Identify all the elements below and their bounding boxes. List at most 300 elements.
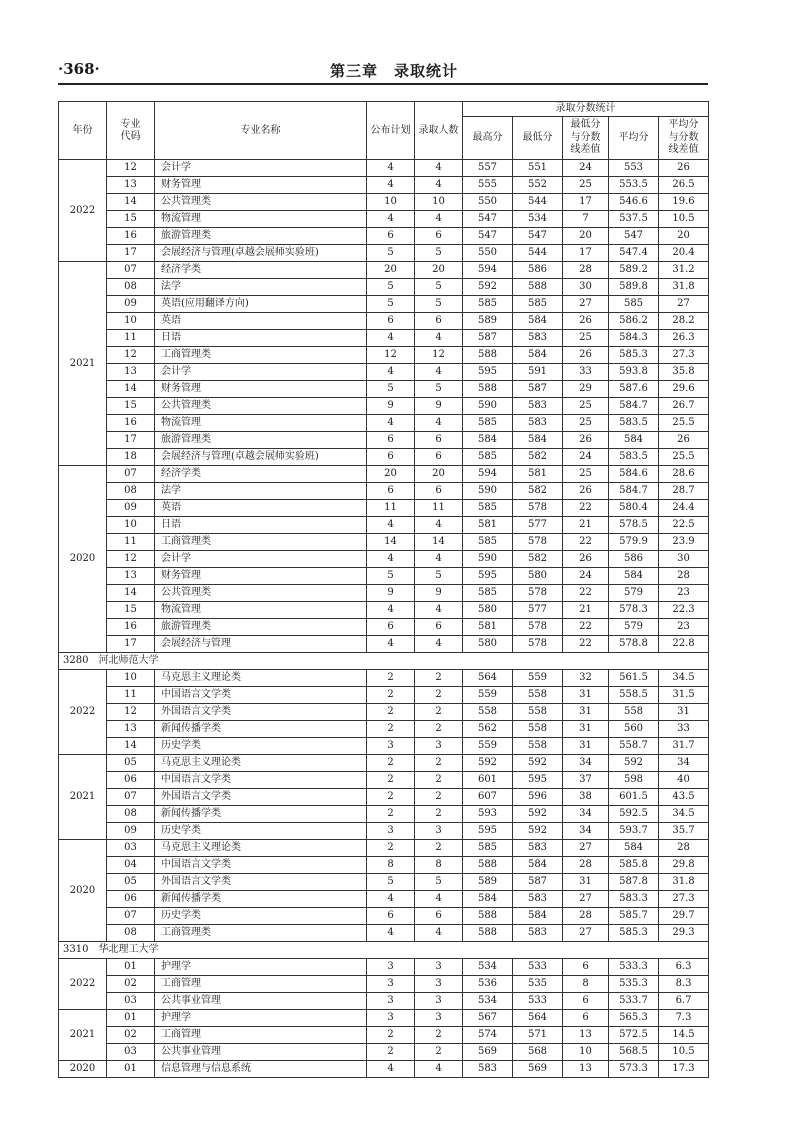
admitted-cell: 4 — [415, 636, 463, 653]
plan-cell: 4 — [367, 160, 415, 177]
admitted-cell: 4 — [415, 177, 463, 194]
major-name-cell: 日语 — [155, 517, 367, 534]
avg-diff-cell: 28 — [659, 840, 709, 857]
table-row — [59, 177, 709, 194]
min-cell: 582 — [513, 449, 563, 466]
avg-diff-cell: 26.5 — [659, 177, 709, 194]
avg-cell: 558 — [609, 704, 659, 721]
plan-cell: 8 — [367, 857, 415, 874]
admitted-cell: 2 — [415, 721, 463, 738]
max-cell: 559 — [463, 738, 513, 755]
major-name-cell: 马克思主义理论类 — [155, 755, 367, 772]
plan-cell: 6 — [367, 908, 415, 925]
major-name-cell: 公共事业管理 — [155, 993, 367, 1010]
table-row — [59, 534, 709, 551]
min-cell: 535 — [513, 976, 563, 993]
code-cell: 06 — [107, 891, 155, 908]
avg-cell: 583.5 — [609, 415, 659, 432]
max-cell: 595 — [463, 568, 513, 585]
table-row — [59, 721, 709, 738]
plan-cell: 2 — [367, 721, 415, 738]
code-cell: 14 — [107, 381, 155, 398]
avg-cell: 584.3 — [609, 330, 659, 347]
major-name-cell: 公共事业管理 — [155, 1044, 367, 1061]
avg-cell: 585.3 — [609, 347, 659, 364]
table-row — [59, 415, 709, 432]
table-row — [59, 347, 709, 364]
avg-diff-cell: 27 — [659, 296, 709, 313]
min-diff-cell: 22 — [563, 534, 609, 551]
max-cell: 581 — [463, 517, 513, 534]
table-row — [59, 1061, 709, 1078]
min-diff-cell: 25 — [563, 398, 609, 415]
plan-cell: 4 — [367, 415, 415, 432]
min-cell: 558 — [513, 721, 563, 738]
plan-cell: 3 — [367, 976, 415, 993]
min-diff-cell: 31 — [563, 738, 609, 755]
min-diff-cell: 13 — [563, 1061, 609, 1078]
major-name-cell: 中国语言文学类 — [155, 772, 367, 789]
min-diff-cell: 25 — [563, 177, 609, 194]
min-diff-cell: 24 — [563, 449, 609, 466]
min-cell: 552 — [513, 177, 563, 194]
min-cell: 558 — [513, 687, 563, 704]
avg-diff-cell: 23 — [659, 585, 709, 602]
major-name-cell: 会展经济与管理(卓越会展师实验班) — [155, 245, 367, 262]
min-cell: 559 — [513, 670, 563, 687]
plan-cell: 4 — [367, 211, 415, 228]
min-diff-cell: 27 — [563, 925, 609, 942]
avg-diff-cell: 31.2 — [659, 262, 709, 279]
code-cell: 18 — [107, 449, 155, 466]
min-diff-cell: 33 — [563, 364, 609, 381]
admitted-cell: 20 — [415, 466, 463, 483]
table-header — [59, 102, 709, 160]
table-row — [59, 211, 709, 228]
min-diff-cell: 22 — [563, 636, 609, 653]
avg-cell: 546.6 — [609, 194, 659, 211]
avg-cell: 601.5 — [609, 789, 659, 806]
table-row — [59, 959, 709, 976]
plan-cell: 20 — [367, 466, 415, 483]
max-cell: 536 — [463, 976, 513, 993]
min-cell: 578 — [513, 619, 563, 636]
table-row — [59, 993, 709, 1010]
plan-cell: 2 — [367, 670, 415, 687]
header-score-group: 录取分数统计 — [463, 102, 709, 117]
year-cell: 2021 — [59, 262, 107, 466]
max-cell: 592 — [463, 755, 513, 772]
min-cell: 568 — [513, 1044, 563, 1061]
year-cell: 2020 — [59, 840, 107, 942]
code-cell: 07 — [107, 908, 155, 925]
min-cell: 583 — [513, 891, 563, 908]
avg-diff-cell: 34 — [659, 755, 709, 772]
avg-cell: 584.7 — [609, 398, 659, 415]
min-diff-cell: 25 — [563, 330, 609, 347]
major-name-cell: 物流管理 — [155, 602, 367, 619]
min-cell: 580 — [513, 568, 563, 585]
avg-diff-cell: 26.7 — [659, 398, 709, 415]
plan-cell: 5 — [367, 279, 415, 296]
year-cell: 2021 — [59, 755, 107, 840]
page-number: ·368· — [58, 60, 100, 78]
max-cell: 559 — [463, 687, 513, 704]
min-cell: 592 — [513, 823, 563, 840]
plan-cell: 6 — [367, 228, 415, 245]
table-row — [59, 313, 709, 330]
avg-diff-cell: 7.3 — [659, 1010, 709, 1027]
min-cell: 583 — [513, 840, 563, 857]
table-body — [59, 160, 709, 1078]
table-row — [59, 857, 709, 874]
avg-diff-cell: 26 — [659, 160, 709, 177]
page-header — [58, 54, 708, 84]
code-cell: 12 — [107, 160, 155, 177]
max-cell: 581 — [463, 619, 513, 636]
code-cell: 11 — [107, 534, 155, 551]
plan-cell: 6 — [367, 313, 415, 330]
admitted-cell: 9 — [415, 585, 463, 602]
table-row — [59, 789, 709, 806]
table-row — [59, 245, 709, 262]
header-avg: 平均分 — [609, 117, 659, 160]
avg-diff-cell: 29.3 — [659, 925, 709, 942]
avg-diff-cell: 40 — [659, 772, 709, 789]
max-cell: 588 — [463, 381, 513, 398]
min-cell: 583 — [513, 330, 563, 347]
min-cell: 577 — [513, 517, 563, 534]
plan-cell: 3 — [367, 993, 415, 1010]
major-name-cell: 工商管理类 — [155, 925, 367, 942]
avg-diff-cell: 29.6 — [659, 381, 709, 398]
max-cell: 590 — [463, 483, 513, 500]
plan-cell: 9 — [367, 398, 415, 415]
max-cell: 557 — [463, 160, 513, 177]
min-diff-cell: 34 — [563, 806, 609, 823]
min-diff-cell: 30 — [563, 279, 609, 296]
max-cell: 592 — [463, 279, 513, 296]
admitted-cell: 3 — [415, 738, 463, 755]
admitted-cell: 6 — [415, 432, 463, 449]
avg-diff-cell: 25.5 — [659, 449, 709, 466]
code-cell: 11 — [107, 330, 155, 347]
avg-diff-cell: 35.8 — [659, 364, 709, 381]
min-diff-cell: 24 — [563, 568, 609, 585]
code-cell: 03 — [107, 1044, 155, 1061]
max-cell: 564 — [463, 670, 513, 687]
admitted-cell: 12 — [415, 347, 463, 364]
code-cell: 09 — [107, 500, 155, 517]
year-cell: 2021 — [59, 1010, 107, 1061]
avg-cell: 586 — [609, 551, 659, 568]
table-row — [59, 619, 709, 636]
table-row — [59, 738, 709, 755]
code-cell: 01 — [107, 959, 155, 976]
admitted-cell: 4 — [415, 891, 463, 908]
code-cell: 02 — [107, 1027, 155, 1044]
min-diff-cell: 26 — [563, 347, 609, 364]
avg-diff-cell: 34.5 — [659, 670, 709, 687]
min-diff-cell: 21 — [563, 602, 609, 619]
plan-cell: 4 — [367, 602, 415, 619]
table-row — [59, 925, 709, 942]
min-cell: 533 — [513, 993, 563, 1010]
admitted-cell: 6 — [415, 228, 463, 245]
avg-cell: 565.3 — [609, 1010, 659, 1027]
avg-diff-cell: 27.3 — [659, 891, 709, 908]
plan-cell: 3 — [367, 823, 415, 840]
avg-cell: 558.7 — [609, 738, 659, 755]
avg-diff-cell: 27.3 — [659, 347, 709, 364]
code-cell: 13 — [107, 177, 155, 194]
admitted-cell: 4 — [415, 211, 463, 228]
max-cell: 590 — [463, 551, 513, 568]
year-cell: 2022 — [59, 160, 107, 262]
avg-diff-cell: 14.5 — [659, 1027, 709, 1044]
header-min-diff: 最低分与分数线差值 — [563, 117, 609, 160]
code-cell: 17 — [107, 636, 155, 653]
code-cell: 16 — [107, 415, 155, 432]
admitted-cell: 4 — [415, 602, 463, 619]
min-cell: 547 — [513, 228, 563, 245]
avg-diff-cell: 31.8 — [659, 279, 709, 296]
university-row — [59, 653, 709, 670]
avg-diff-cell: 28 — [659, 568, 709, 585]
plan-cell: 2 — [367, 687, 415, 704]
code-cell: 10 — [107, 517, 155, 534]
table-row — [59, 279, 709, 296]
major-name-cell: 新闻传播学类 — [155, 891, 367, 908]
year-cell: 2022 — [59, 959, 107, 1010]
avg-cell: 583.5 — [609, 449, 659, 466]
header-year: 年份 — [59, 102, 107, 160]
table-row — [59, 517, 709, 534]
min-diff-cell: 29 — [563, 381, 609, 398]
major-name-cell: 工商管理类 — [155, 347, 367, 364]
max-cell: 584 — [463, 891, 513, 908]
admitted-cell: 6 — [415, 619, 463, 636]
admitted-cell: 6 — [415, 908, 463, 925]
major-name-cell: 历史学类 — [155, 823, 367, 840]
major-name-cell: 护理学 — [155, 1010, 367, 1027]
table-row — [59, 823, 709, 840]
max-cell: 558 — [463, 704, 513, 721]
major-name-cell: 法学 — [155, 483, 367, 500]
table-row — [59, 194, 709, 211]
admitted-cell: 2 — [415, 687, 463, 704]
table-row — [59, 840, 709, 857]
major-name-cell: 会展经济与管理 — [155, 636, 367, 653]
max-cell: 555 — [463, 177, 513, 194]
avg-cell: 583.3 — [609, 891, 659, 908]
avg-cell: 593.8 — [609, 364, 659, 381]
max-cell: 594 — [463, 262, 513, 279]
table-row — [59, 330, 709, 347]
code-cell: 15 — [107, 602, 155, 619]
max-cell: 585 — [463, 534, 513, 551]
min-cell: 587 — [513, 874, 563, 891]
table-row — [59, 806, 709, 823]
avg-diff-cell: 6.7 — [659, 993, 709, 1010]
code-cell: 05 — [107, 874, 155, 891]
code-cell: 12 — [107, 551, 155, 568]
major-name-cell: 财务管理 — [155, 568, 367, 585]
table-row — [59, 1027, 709, 1044]
avg-cell: 568.5 — [609, 1044, 659, 1061]
admitted-cell: 3 — [415, 993, 463, 1010]
admitted-cell: 3 — [415, 959, 463, 976]
avg-cell: 579 — [609, 585, 659, 602]
avg-cell: 558.5 — [609, 687, 659, 704]
plan-cell: 5 — [367, 296, 415, 313]
admitted-cell: 2 — [415, 1044, 463, 1061]
max-cell: 574 — [463, 1027, 513, 1044]
plan-cell: 12 — [367, 347, 415, 364]
min-cell: 581 — [513, 466, 563, 483]
min-cell: 584 — [513, 432, 563, 449]
avg-cell: 580.4 — [609, 500, 659, 517]
max-cell: 585 — [463, 296, 513, 313]
avg-cell: 584.6 — [609, 466, 659, 483]
admitted-cell: 5 — [415, 381, 463, 398]
min-diff-cell: 25 — [563, 466, 609, 483]
avg-diff-cell: 26.3 — [659, 330, 709, 347]
avg-cell: 589.8 — [609, 279, 659, 296]
major-name-cell: 会计学 — [155, 551, 367, 568]
plan-cell: 2 — [367, 840, 415, 857]
code-cell: 14 — [107, 194, 155, 211]
avg-cell: 578.5 — [609, 517, 659, 534]
min-diff-cell: 22 — [563, 585, 609, 602]
major-name-cell: 经济学类 — [155, 262, 367, 279]
avg-cell: 585.3 — [609, 925, 659, 942]
avg-cell: 592.5 — [609, 806, 659, 823]
min-diff-cell: 25 — [563, 415, 609, 432]
admitted-cell: 2 — [415, 840, 463, 857]
admitted-cell: 4 — [415, 925, 463, 942]
avg-cell: 578.8 — [609, 636, 659, 653]
min-cell: 544 — [513, 245, 563, 262]
code-cell: 14 — [107, 738, 155, 755]
avg-diff-cell: 31.5 — [659, 687, 709, 704]
major-name-cell: 新闻传播学类 — [155, 806, 367, 823]
major-name-cell: 公共管理类 — [155, 194, 367, 211]
admitted-cell: 5 — [415, 279, 463, 296]
min-cell: 587 — [513, 381, 563, 398]
min-cell: 585 — [513, 296, 563, 313]
code-cell: 12 — [107, 704, 155, 721]
major-name-cell: 工商管理 — [155, 976, 367, 993]
plan-cell: 2 — [367, 789, 415, 806]
plan-cell: 4 — [367, 177, 415, 194]
avg-cell: 584 — [609, 432, 659, 449]
min-diff-cell: 8 — [563, 976, 609, 993]
table-row — [59, 1044, 709, 1061]
header-min: 最低分 — [513, 117, 563, 160]
table-row — [59, 585, 709, 602]
major-name-cell: 经济学类 — [155, 466, 367, 483]
admitted-cell: 8 — [415, 857, 463, 874]
major-name-cell: 公共管理类 — [155, 585, 367, 602]
table-row — [59, 398, 709, 415]
plan-cell: 2 — [367, 1044, 415, 1061]
min-cell: 582 — [513, 483, 563, 500]
min-diff-cell: 6 — [563, 993, 609, 1010]
avg-diff-cell: 8.3 — [659, 976, 709, 993]
header-max: 最高分 — [463, 117, 513, 160]
min-cell: 596 — [513, 789, 563, 806]
min-cell: 584 — [513, 347, 563, 364]
code-cell: 08 — [107, 279, 155, 296]
max-cell: 534 — [463, 993, 513, 1010]
avg-diff-cell: 26 — [659, 432, 709, 449]
max-cell: 550 — [463, 194, 513, 211]
major-name-cell: 马克思主义理论类 — [155, 670, 367, 687]
plan-cell: 4 — [367, 330, 415, 347]
min-diff-cell: 24 — [563, 160, 609, 177]
avg-cell: 579 — [609, 619, 659, 636]
min-diff-cell: 7 — [563, 211, 609, 228]
max-cell: 550 — [463, 245, 513, 262]
avg-diff-cell: 31.8 — [659, 874, 709, 891]
min-diff-cell: 21 — [563, 517, 609, 534]
major-name-cell: 公共管理类 — [155, 398, 367, 415]
major-name-cell: 法学 — [155, 279, 367, 296]
major-name-cell: 日语 — [155, 330, 367, 347]
avg-cell: 561.5 — [609, 670, 659, 687]
max-cell: 594 — [463, 466, 513, 483]
plan-cell: 20 — [367, 262, 415, 279]
chapter-title: 第三章 录取统计 — [330, 62, 459, 80]
min-cell: 534 — [513, 211, 563, 228]
avg-diff-cell: 29.7 — [659, 908, 709, 925]
major-name-cell: 会展经济与管理(卓越会展师实验班) — [155, 449, 367, 466]
table-row — [59, 891, 709, 908]
max-cell: 590 — [463, 398, 513, 415]
plan-cell: 9 — [367, 585, 415, 602]
plan-cell: 2 — [367, 772, 415, 789]
avg-cell: 589.2 — [609, 262, 659, 279]
code-cell: 07 — [107, 789, 155, 806]
table-row — [59, 262, 709, 279]
plan-cell: 14 — [367, 534, 415, 551]
avg-cell: 535.3 — [609, 976, 659, 993]
code-cell: 15 — [107, 398, 155, 415]
table-row — [59, 466, 709, 483]
code-cell: 03 — [107, 840, 155, 857]
min-diff-cell: 27 — [563, 891, 609, 908]
university-name: 3310 华北理工大学 — [59, 942, 709, 959]
min-diff-cell: 27 — [563, 840, 609, 857]
min-cell: 584 — [513, 908, 563, 925]
admitted-cell: 4 — [415, 364, 463, 381]
header-avg-diff: 平均分与分数线差值 — [659, 117, 709, 160]
code-cell: 13 — [107, 568, 155, 585]
min-diff-cell: 10 — [563, 1044, 609, 1061]
code-cell: 17 — [107, 245, 155, 262]
plan-cell: 10 — [367, 194, 415, 211]
max-cell: 589 — [463, 874, 513, 891]
admitted-cell: 9 — [415, 398, 463, 415]
avg-diff-cell: 20 — [659, 228, 709, 245]
admitted-cell: 14 — [415, 534, 463, 551]
min-diff-cell: 22 — [563, 500, 609, 517]
avg-diff-cell: 23 — [659, 619, 709, 636]
avg-diff-cell: 28.7 — [659, 483, 709, 500]
code-cell: 09 — [107, 296, 155, 313]
admitted-cell: 3 — [415, 823, 463, 840]
